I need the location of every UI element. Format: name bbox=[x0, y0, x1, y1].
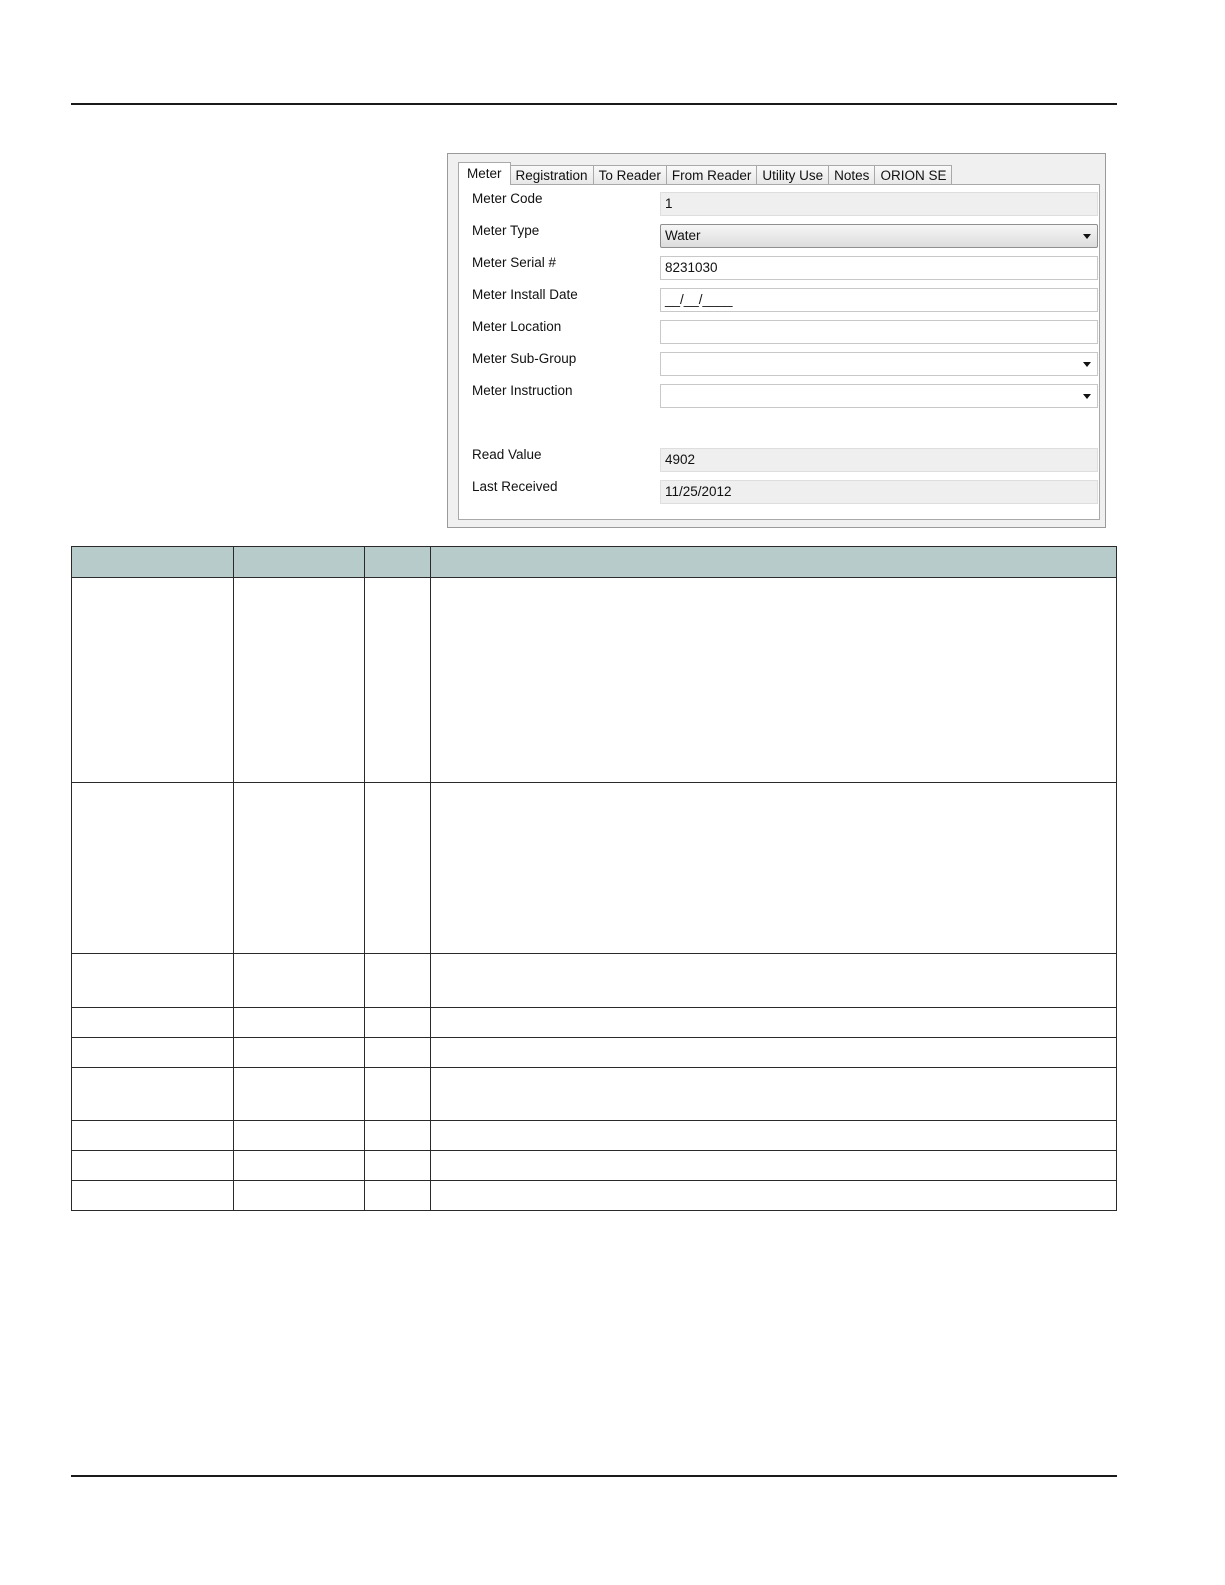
read-value-label: Read Value bbox=[472, 447, 542, 462]
chevron-down-icon bbox=[1083, 362, 1091, 367]
table-row bbox=[72, 1008, 1117, 1038]
table-cell bbox=[431, 1151, 1117, 1181]
table-cell bbox=[431, 1121, 1117, 1151]
meter-type-label: Meter Type bbox=[472, 223, 540, 238]
last-received-field: 11/25/2012 bbox=[660, 480, 1098, 504]
meter-install-date-label: Meter Install Date bbox=[472, 287, 578, 302]
table-row bbox=[72, 1121, 1117, 1151]
meter-code-field: 1 bbox=[660, 192, 1098, 216]
table-cell bbox=[72, 1151, 234, 1181]
tab-utility-use[interactable]: Utility Use bbox=[756, 165, 829, 185]
table-row bbox=[72, 578, 1117, 783]
table-cell bbox=[431, 578, 1117, 783]
meter-instruction-label: Meter Instruction bbox=[472, 383, 573, 398]
meter-location-input[interactable] bbox=[660, 320, 1098, 344]
table-cell bbox=[365, 1068, 431, 1121]
meter-code-label: Meter Code bbox=[472, 191, 543, 206]
table-cell bbox=[365, 1008, 431, 1038]
table-row bbox=[72, 1181, 1117, 1211]
table-cell bbox=[234, 1068, 365, 1121]
meter-type-select[interactable] bbox=[660, 224, 1098, 248]
table-cell bbox=[365, 578, 431, 783]
table-header-cell bbox=[365, 547, 431, 578]
tab-orion-se[interactable]: ORION SE bbox=[874, 165, 952, 185]
tab-from-reader[interactable]: From Reader bbox=[666, 165, 758, 185]
table-cell bbox=[234, 783, 365, 954]
tab-meter[interactable]: Meter bbox=[458, 162, 511, 185]
table-header-row bbox=[72, 547, 1117, 578]
meter-location-label: Meter Location bbox=[472, 319, 562, 334]
table-cell bbox=[72, 1121, 234, 1151]
table-cell bbox=[234, 954, 365, 1008]
table-cell bbox=[431, 954, 1117, 1008]
tab-registration[interactable]: Registration bbox=[510, 165, 594, 185]
table-header-cell bbox=[431, 547, 1117, 578]
meter-sub-group-select[interactable] bbox=[660, 352, 1098, 376]
table-cell bbox=[234, 578, 365, 783]
table-cell bbox=[72, 1038, 234, 1068]
table-cell bbox=[72, 1008, 234, 1038]
footer-rule bbox=[71, 1475, 1117, 1477]
field-description-table bbox=[71, 546, 1117, 1211]
tab-notes[interactable]: Notes bbox=[828, 165, 875, 185]
table-cell bbox=[72, 783, 234, 954]
table-row bbox=[72, 1068, 1117, 1121]
table-cell bbox=[431, 783, 1117, 954]
meter-install-date-input[interactable]: __/__/____ bbox=[660, 288, 1098, 312]
table-cell bbox=[365, 783, 431, 954]
table-header-cell bbox=[72, 547, 234, 578]
meter-serial-input[interactable]: 8231030 bbox=[660, 256, 1098, 280]
meter-type-value: Water bbox=[665, 228, 701, 243]
table-cell bbox=[72, 1181, 234, 1211]
table-cell bbox=[431, 1181, 1117, 1211]
meter-serial-label: Meter Serial # bbox=[472, 255, 557, 270]
meter-screenshot-panel bbox=[447, 153, 1106, 528]
tab-to-reader[interactable]: To Reader bbox=[593, 165, 667, 185]
table-cell bbox=[365, 1181, 431, 1211]
table-cell bbox=[72, 1068, 234, 1121]
chevron-down-icon bbox=[1083, 234, 1091, 239]
tab-strip bbox=[458, 163, 951, 185]
last-received-label: Last Received bbox=[472, 479, 558, 494]
table-header-cell bbox=[234, 547, 365, 578]
table-row bbox=[72, 783, 1117, 954]
table-cell bbox=[365, 1121, 431, 1151]
table-cell bbox=[365, 1151, 431, 1181]
chevron-down-icon bbox=[1083, 394, 1091, 399]
table-cell bbox=[431, 1008, 1117, 1038]
table-row bbox=[72, 954, 1117, 1008]
table-cell bbox=[234, 1181, 365, 1211]
table-cell bbox=[72, 578, 234, 783]
table-cell bbox=[234, 1038, 365, 1068]
table-cell bbox=[72, 954, 234, 1008]
table-cell bbox=[234, 1151, 365, 1181]
meter-instruction-select[interactable] bbox=[660, 384, 1098, 408]
meter-sub-group-label: Meter Sub-Group bbox=[472, 351, 577, 366]
read-value-field: 4902 bbox=[660, 448, 1098, 472]
table-cell bbox=[365, 954, 431, 1008]
table-row bbox=[72, 1151, 1117, 1181]
table-row bbox=[72, 1038, 1117, 1068]
table-cell bbox=[234, 1008, 365, 1038]
header-rule bbox=[71, 103, 1117, 105]
table-cell bbox=[431, 1068, 1117, 1121]
table-cell bbox=[431, 1038, 1117, 1068]
table-cell bbox=[234, 1121, 365, 1151]
table-cell bbox=[365, 1038, 431, 1068]
